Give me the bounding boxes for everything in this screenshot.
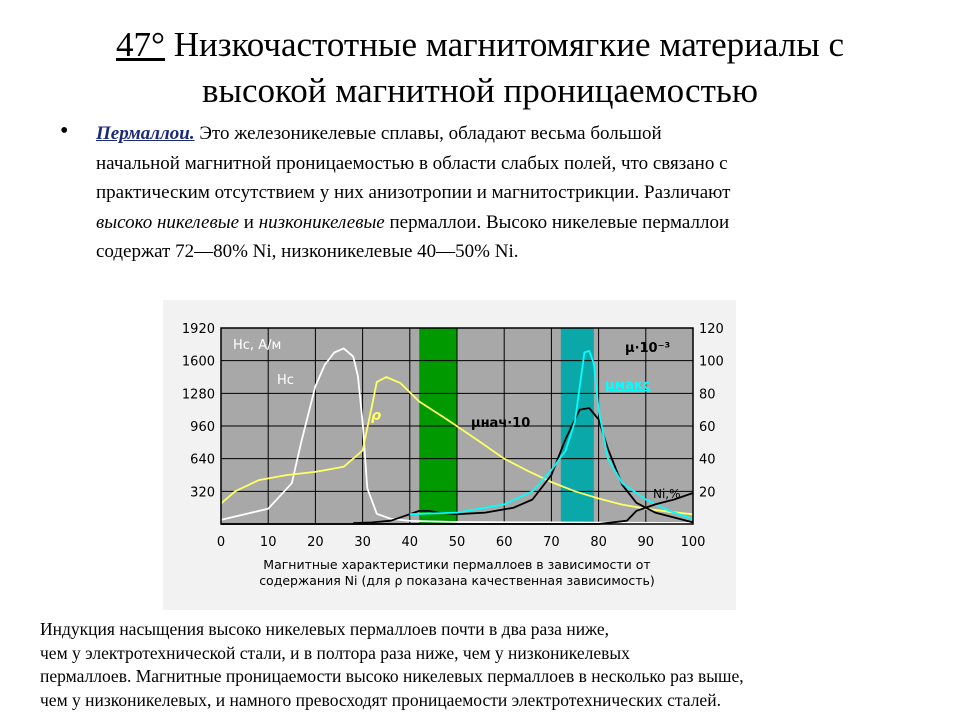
y-right-tick-label: 80 (699, 387, 716, 403)
title-line-1 (0, 22, 960, 68)
bottom-paragraph (40, 618, 940, 712)
bullet-text-5: пермаллои. Высоко никелевые пермаллои (384, 211, 730, 233)
ni-axis-label: Ni,% (653, 487, 681, 501)
title-line-2: высокой магнитной проницаемостью (201, 71, 758, 110)
x-tick-label: 70 (543, 535, 560, 550)
bottom-line-4: чем у низконикелевых, и намного превосходят проницаемости электротехнических сталей. (40, 689, 721, 710)
bottom-line-1: Индукция насыщения высоко никелевых пермаллоев почти в два раза ниже, (40, 619, 610, 639)
x-tick-label: 80 (590, 535, 607, 550)
bullet-text-2: начальной магнитной проницаемостью в области слабых полей, что связано с (96, 152, 728, 174)
bullet-dot-icon: • (60, 118, 69, 144)
x-tick-label: 50 (448, 535, 466, 550)
hc-curve-label: Hc (277, 373, 294, 388)
slide-number: 47° (115, 25, 165, 64)
x-tick-label: 60 (495, 535, 513, 550)
slide-title (0, 22, 960, 114)
x-tick-label: 100 (680, 535, 706, 550)
x-tick-label: 30 (354, 535, 371, 550)
high-nickel-term: высоко никелевые (96, 211, 240, 233)
x-tick-label: 20 (307, 535, 324, 550)
permalloy-chart (163, 300, 736, 610)
mu-nach-label: μнач·10 (471, 416, 531, 431)
bottom-line-2: чем у электротехнической стали, и в полтора раза ниже, чем у низконикелевых (40, 642, 630, 663)
bullet-text-3: практическим отсутствием у них анизотропии и магнитострикции. Различают (96, 182, 731, 203)
y-left-tick-label: 960 (190, 420, 215, 435)
y-left-tick-label: 1600 (181, 354, 215, 370)
bullet-text-6: содержат 72—80% Ni, низконикелевые 40—50% Ni. (96, 241, 519, 262)
x-tick-label: 90 (637, 535, 655, 550)
y-left-tick-label: 1920 (181, 322, 215, 337)
bottom-line-3: пермаллоев. Магнитные проницаемости высоко никелевых пермаллоев в несколько раз выше, (40, 666, 744, 686)
mu-max-label: μмакс (605, 378, 651, 393)
y-right-tick-label: 40 (699, 452, 716, 468)
bullet-text-4: и (239, 211, 259, 233)
bullet-text-1: Это железоникелевые сплавы, обладают весьма большой (194, 123, 662, 144)
y-left-tick-label: 1280 (181, 387, 215, 403)
chart-figure (163, 300, 736, 610)
y-right-tick-label: 120 (699, 322, 724, 337)
y-left-tick-label: 320 (190, 485, 215, 501)
x-tick-label: 0 (216, 535, 226, 550)
y-right-tick-label: 60 (699, 420, 716, 435)
title-text-1: Низкочастотные магнитомягкие материалы с (173, 25, 845, 64)
y-right-tick-label: 100 (699, 354, 724, 370)
rho-curve-label: ρ (371, 408, 382, 424)
x-tick-label: 40 (401, 535, 419, 550)
y-right-tick-label: 20 (699, 485, 716, 501)
x-tick-label: 10 (259, 535, 277, 550)
low-nickel-term: низконикелевые (258, 211, 385, 233)
bullet-paragraph (96, 119, 916, 267)
caption-line-1: Магнитные характеристики пермаллоев в зависимости от (263, 557, 651, 572)
permalloy-term: Пермаллои. (96, 123, 195, 144)
caption-line-2: содержания Ni (для ρ показана качественная зависимость) (259, 573, 655, 588)
hc-axis-label: Hc, А/м (233, 338, 282, 353)
y-left-tick-label: 640 (190, 452, 215, 468)
mu-axis-label: μ·10⁻³ (625, 341, 671, 356)
